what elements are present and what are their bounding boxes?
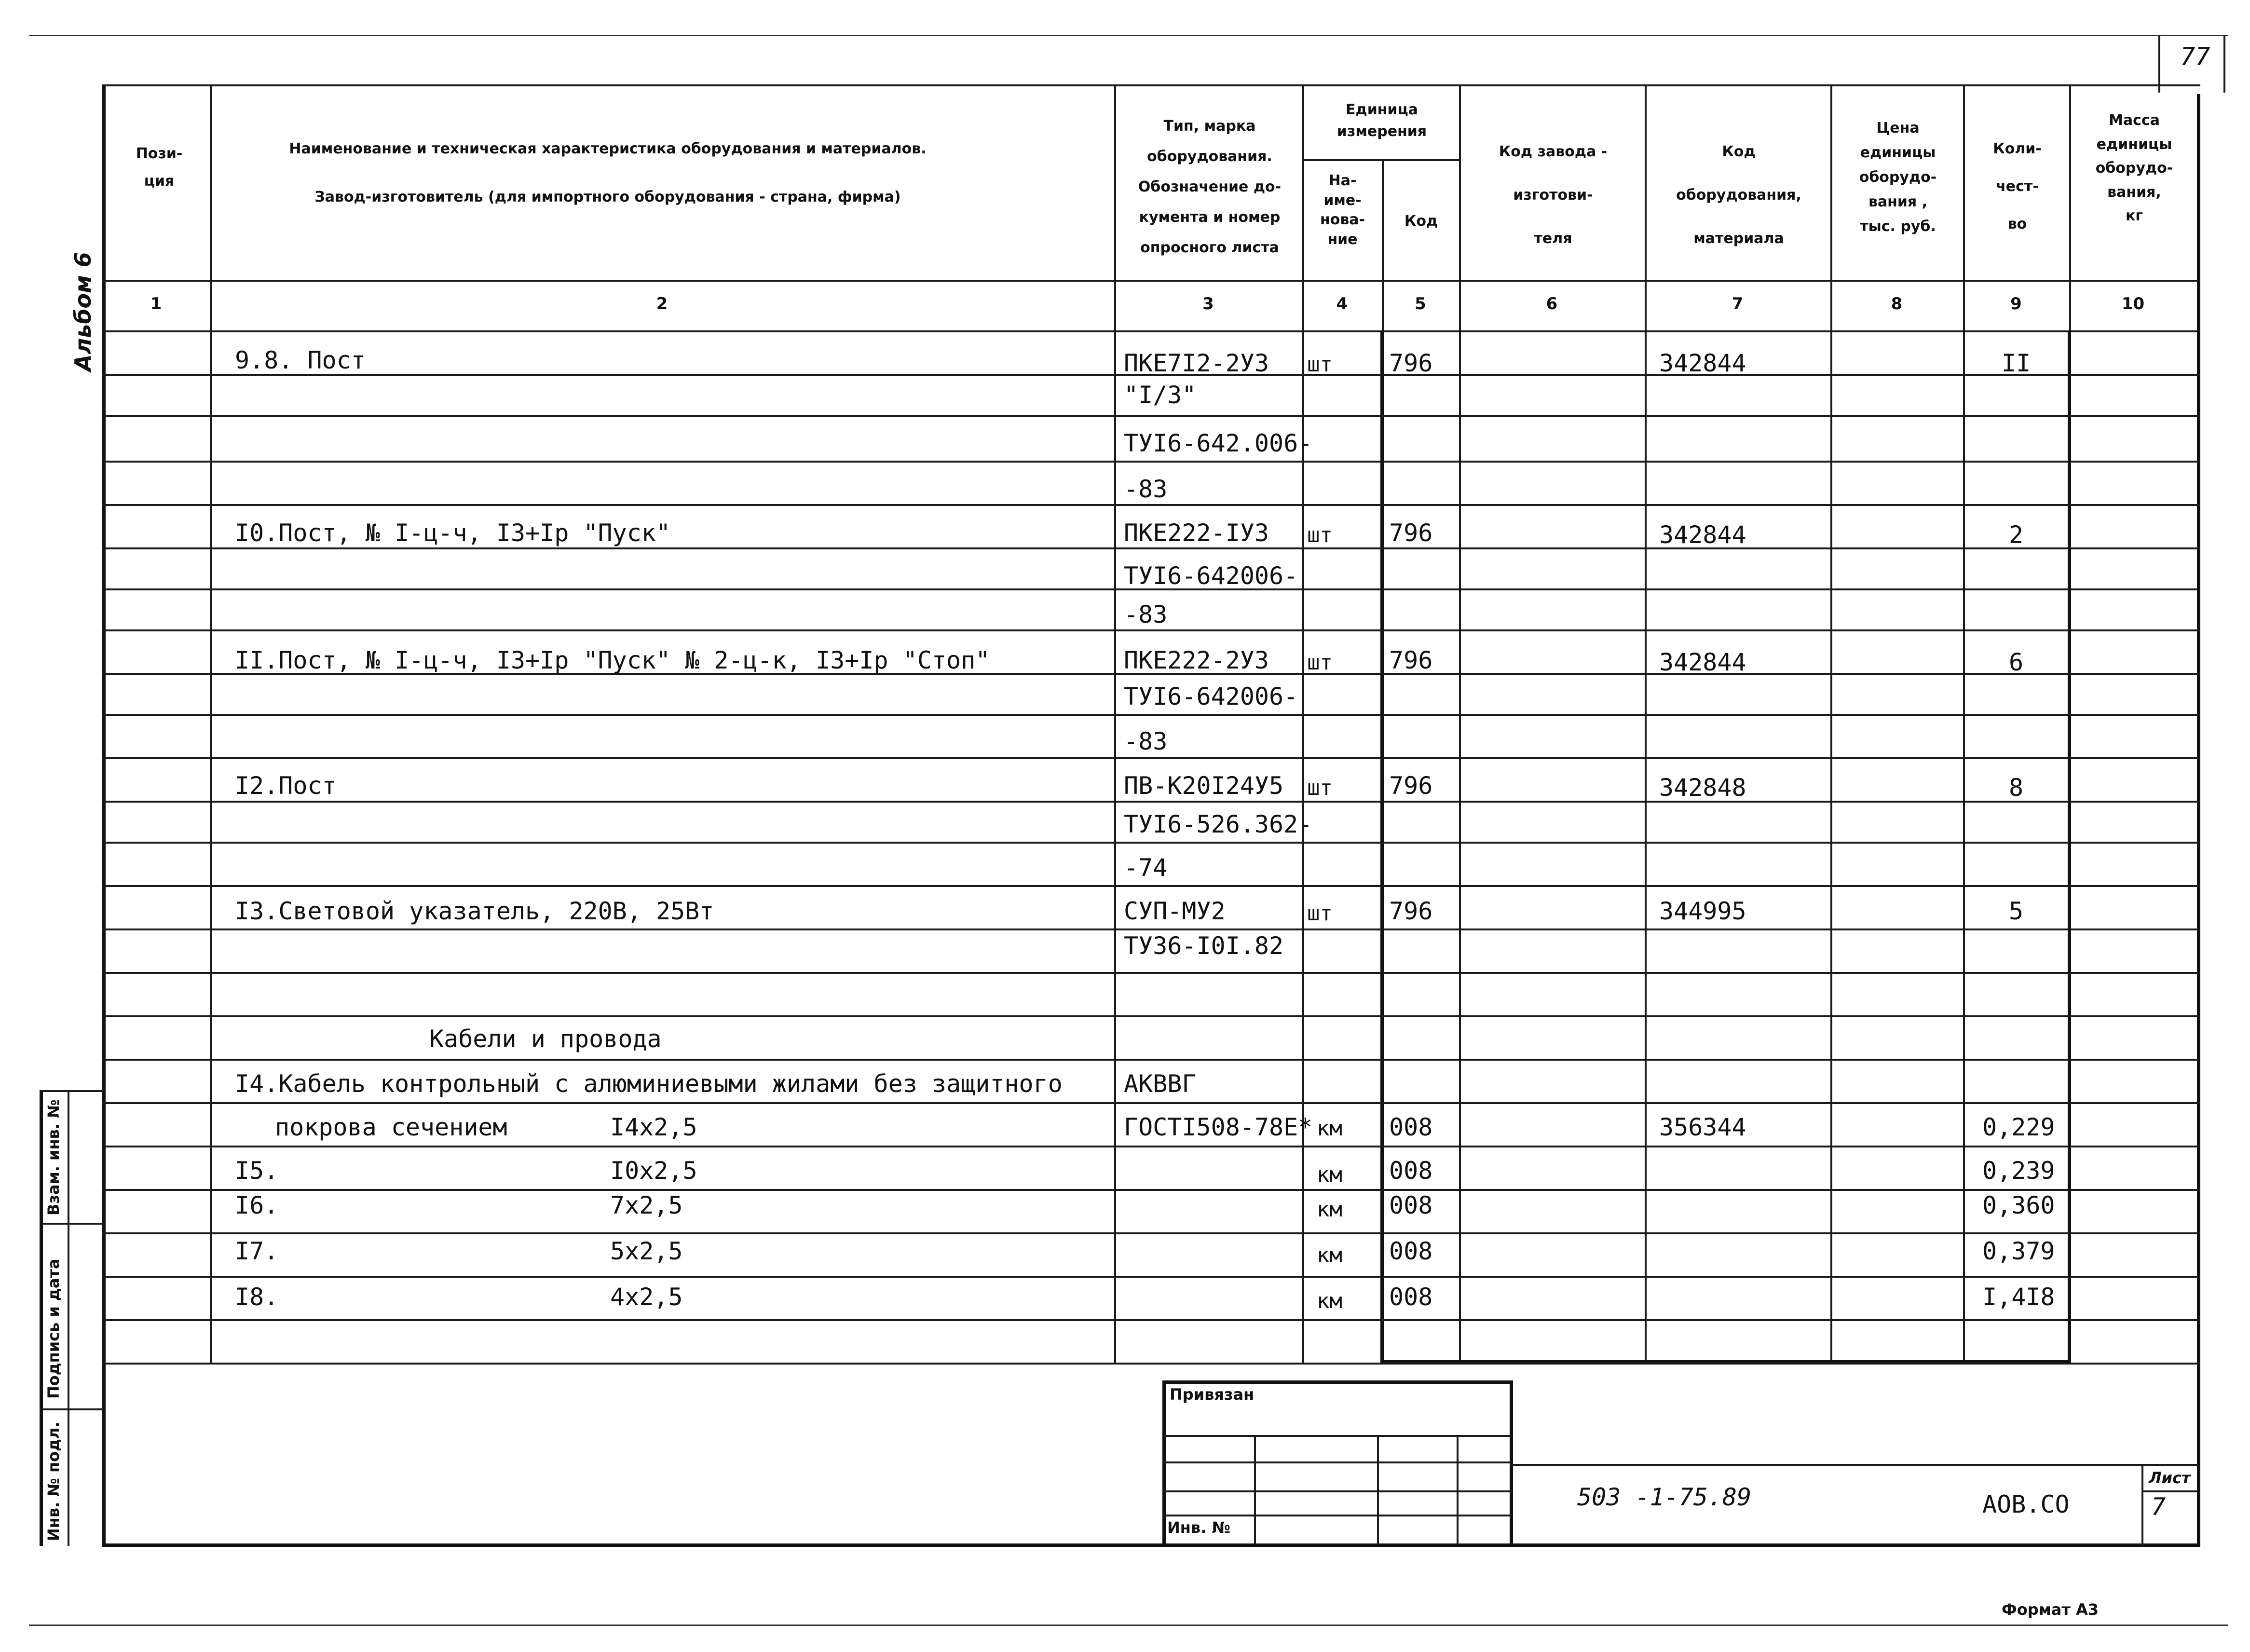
bottom-border-line — [29, 1625, 2228, 1626]
page-number-box-right — [2223, 35, 2225, 93]
row-line — [102, 1102, 2200, 1104]
row-line — [102, 1189, 2200, 1191]
row-line — [102, 801, 2200, 803]
row-qty: 6 — [2009, 648, 2024, 676]
row-qty: 0,229 — [1982, 1113, 2055, 1141]
row-line — [102, 714, 2200, 716]
sheet-number: 7 — [2151, 1493, 2166, 1521]
row-name: I8. — [235, 1283, 279, 1311]
row-type: ТУ36-I0I.82 — [1124, 932, 1284, 960]
row-line — [102, 1363, 2200, 1365]
header-price: Цена единицы оборудо- вания , тыс. руб. — [1859, 120, 1937, 235]
album-label: Альбом 6 — [70, 252, 96, 371]
row-name: I0.Пост, № I-ц-ч, I3+Iр "Пуск" — [235, 519, 671, 547]
row-name: 9.8. Пост — [235, 346, 366, 374]
page-number: 77 — [2180, 42, 2210, 71]
row-qty: 0,360 — [1982, 1191, 2055, 1219]
row-unit-code: 008 — [1389, 1237, 1433, 1265]
header-bottom-line — [102, 280, 2200, 282]
row-type: -83 — [1124, 475, 1168, 503]
row-type: -83 — [1124, 727, 1168, 755]
row-equip-code: 344995 — [1659, 897, 1746, 925]
row-type: ТУI6-642006- — [1124, 683, 1298, 710]
row-unit-code: 796 — [1389, 349, 1433, 377]
row-qty: 5 — [2009, 897, 2024, 925]
title-block-sheet-left — [2141, 1464, 2143, 1546]
row-type: "I/3" — [1124, 381, 1197, 409]
row-section: 7x2,5 — [610, 1191, 683, 1219]
row-type: ГОСТI508-78Е* — [1124, 1113, 1313, 1141]
row-unit: км — [1317, 1197, 1342, 1222]
row-name: покрова сечением — [275, 1113, 507, 1141]
colnum-3: 3 — [1202, 294, 1214, 314]
col-sep-5 — [1459, 84, 1461, 1363]
header-position: Пози- ция — [136, 145, 183, 190]
row-unit-code: 008 — [1389, 1157, 1433, 1185]
row-type: ПВ-К20I24У5 — [1124, 772, 1284, 800]
row-equip-code: 342844 — [1659, 349, 1746, 377]
col-sep-8 — [1963, 84, 1965, 1363]
row-type: ТУI6-642006- — [1124, 562, 1298, 590]
header-plant-code: Код завода - изготови- теля — [1499, 143, 1608, 247]
page-number-box-left — [2158, 35, 2160, 93]
row-unit: км — [1317, 1162, 1342, 1187]
col-sep-1 — [210, 84, 212, 1363]
row-qty: 8 — [2009, 774, 2024, 802]
title-block-sheet-divider — [2141, 1490, 2199, 1492]
colnum-bottom-line — [102, 330, 2200, 332]
colnum-4: 4 — [1336, 294, 1348, 314]
row-name: I3.Световой указатель, 220В, 25Вт — [235, 897, 714, 925]
row-unit: км — [1317, 1243, 1342, 1268]
colnum-10: 10 — [2121, 294, 2145, 314]
stamp-col — [1254, 1435, 1256, 1543]
row-unit: км — [1317, 1116, 1342, 1141]
col-sep-2 — [1114, 84, 1116, 1363]
colnum-8: 8 — [1891, 294, 1903, 314]
row-name: I4.Кабель контрольный с алюминиевыми жилами без защитного — [235, 1070, 1063, 1098]
row-line — [102, 972, 2200, 974]
row-unit-code: 796 — [1389, 772, 1433, 800]
row-name: I5. — [235, 1157, 279, 1185]
row-line — [102, 885, 2200, 887]
table-bottom-border — [102, 1543, 2200, 1547]
header-unit-group: Единица измерения — [1336, 101, 1427, 140]
row-type: ПКЕ222-IУ3 — [1124, 519, 1269, 547]
col-sep-6 — [1645, 84, 1647, 1363]
row-unit-code: 008 — [1389, 1191, 1433, 1219]
row-unit: шт — [1307, 523, 1333, 547]
row-qty: II — [2002, 349, 2031, 377]
header-unit-name: На- име- нова- ние — [1320, 172, 1365, 248]
stamp-col — [1457, 1435, 1459, 1543]
row-line — [102, 461, 2200, 463]
row-equip-code: 342844 — [1659, 521, 1746, 549]
row-name: I7. — [235, 1237, 279, 1265]
side-stamp-inv: Инв. № подл. — [44, 1421, 63, 1541]
header-name-line2: Завод-изготовитель (для импортного оборудования - страна, фирма) — [314, 189, 901, 205]
doc-code: 503 -1-75.89 — [1577, 1483, 1752, 1511]
row-unit-code: 008 — [1389, 1283, 1433, 1311]
row-line — [102, 842, 2200, 844]
header-equip-code: Код оборудования, материала — [1676, 143, 1801, 247]
row-line — [102, 547, 2200, 549]
row-unit-code: 796 — [1389, 646, 1433, 674]
side-stamp-mid — [68, 1090, 69, 1546]
row-unit-code: 796 — [1389, 519, 1433, 547]
row-type: АКВВГ — [1124, 1070, 1197, 1098]
row-equip-code: 356344 — [1659, 1113, 1746, 1141]
colnum-7: 7 — [1732, 294, 1744, 314]
top-border-line — [29, 35, 2228, 36]
row-type: ТУI6-642.006- — [1124, 429, 1313, 457]
row-name: I2.Пост — [235, 772, 337, 800]
stamp-privyazan-top — [1162, 1380, 1512, 1384]
colnum-2: 2 — [656, 294, 668, 314]
table-right-border — [2197, 94, 2200, 1546]
row-line — [102, 757, 2200, 759]
row-unit: шт — [1307, 901, 1333, 926]
colnum-6: 6 — [1546, 294, 1558, 314]
row-qty: 0,379 — [1982, 1237, 2055, 1265]
header-name-line1: Наименование и техническая характеристика оборудования и материалов. — [289, 140, 927, 157]
row-type: -83 — [1124, 601, 1168, 628]
row-line — [102, 1059, 2200, 1061]
section-heading: Кабели и провода — [429, 1025, 662, 1053]
row-type: ПКЕ7I2-2У3 — [1124, 349, 1269, 377]
stamp-line — [1162, 1490, 1512, 1492]
row-unit-code: 796 — [1389, 897, 1433, 925]
row-section: 5x2,5 — [610, 1237, 683, 1265]
row-line — [102, 1015, 2200, 1017]
colnum-1: 1 — [150, 294, 162, 314]
row-section: 4x2,5 — [610, 1283, 683, 1311]
colnum-9: 9 — [2010, 294, 2022, 314]
side-stamp-line — [40, 1223, 105, 1225]
stamp-inv-label: Инв. № — [1167, 1518, 1230, 1537]
side-stamp-line — [40, 1408, 105, 1410]
row-type: ПКЕ222-2У3 — [1124, 646, 1269, 674]
header-mass: Масса единицы оборудо- вания, кг — [2095, 112, 2173, 224]
side-stamp-vzam: Взам. инв. № — [44, 1099, 63, 1215]
col-sep-3 — [1302, 84, 1304, 1363]
section-code: АОВ.СО — [1982, 1490, 2070, 1518]
row-unit-code: 008 — [1389, 1113, 1433, 1141]
row-qty: 0,239 — [1982, 1157, 2055, 1185]
header-unit-code: Код — [1404, 213, 1438, 230]
row-unit: шт — [1307, 776, 1333, 800]
data-frame-left — [1380, 330, 1384, 1363]
stamp-line — [1162, 1461, 1512, 1463]
row-line — [102, 415, 2200, 417]
row-name: II.Пост, № I-ц-ч, I3+Iр "Пуск" № 2-ц-к, I3+Iр "Стоп" — [235, 646, 990, 674]
unit-group-divider — [1302, 159, 1459, 161]
data-frame-right — [2068, 330, 2071, 1363]
format-label: Формат А3 — [2002, 1600, 2099, 1619]
side-stamp-podpis: Подпись и дата — [44, 1258, 63, 1399]
row-type: -74 — [1124, 854, 1168, 882]
row-unit: км — [1317, 1289, 1342, 1313]
title-block-top — [1510, 1464, 2199, 1466]
row-line — [102, 504, 2200, 506]
colnum-5: 5 — [1415, 294, 1426, 314]
side-stamp-line — [40, 1090, 105, 1092]
row-unit: шт — [1307, 650, 1333, 675]
stamp-privyazan-label: Привязан — [1170, 1385, 1255, 1404]
side-stamp-left — [40, 1090, 43, 1546]
row-section: I0x2,5 — [610, 1157, 697, 1185]
header-quantity: Коли- чест- во — [1993, 140, 2042, 232]
row-qty: I,4I8 — [1982, 1283, 2055, 1311]
row-section: I4x2,5 — [610, 1113, 697, 1141]
col-sep-7 — [1830, 84, 1832, 1363]
stamp-line — [1162, 1435, 1512, 1437]
sheet-label: Лист — [2149, 1469, 2191, 1487]
row-line — [102, 1276, 2200, 1278]
row-qty: 2 — [2009, 521, 2024, 549]
row-line — [102, 928, 2200, 930]
stamp-line — [1162, 1515, 1512, 1516]
row-equip-code: 342844 — [1659, 648, 1746, 676]
row-type: ТУI6-526.362- — [1124, 810, 1313, 838]
row-line — [102, 629, 2200, 631]
header-top-line — [102, 84, 2200, 86]
header-type: Тип, марка оборудования. Обозначение до- кумента и номер опросного листа — [1138, 118, 1282, 256]
row-line — [102, 1319, 2200, 1321]
row-equip-code: 342848 — [1659, 774, 1746, 802]
row-unit: шт — [1307, 352, 1333, 377]
stamp-col — [1377, 1435, 1379, 1543]
row-line — [102, 1232, 2200, 1234]
row-name: I6. — [235, 1191, 279, 1219]
row-line — [102, 1146, 2200, 1147]
row-type: СУП-МУ2 — [1124, 897, 1226, 925]
